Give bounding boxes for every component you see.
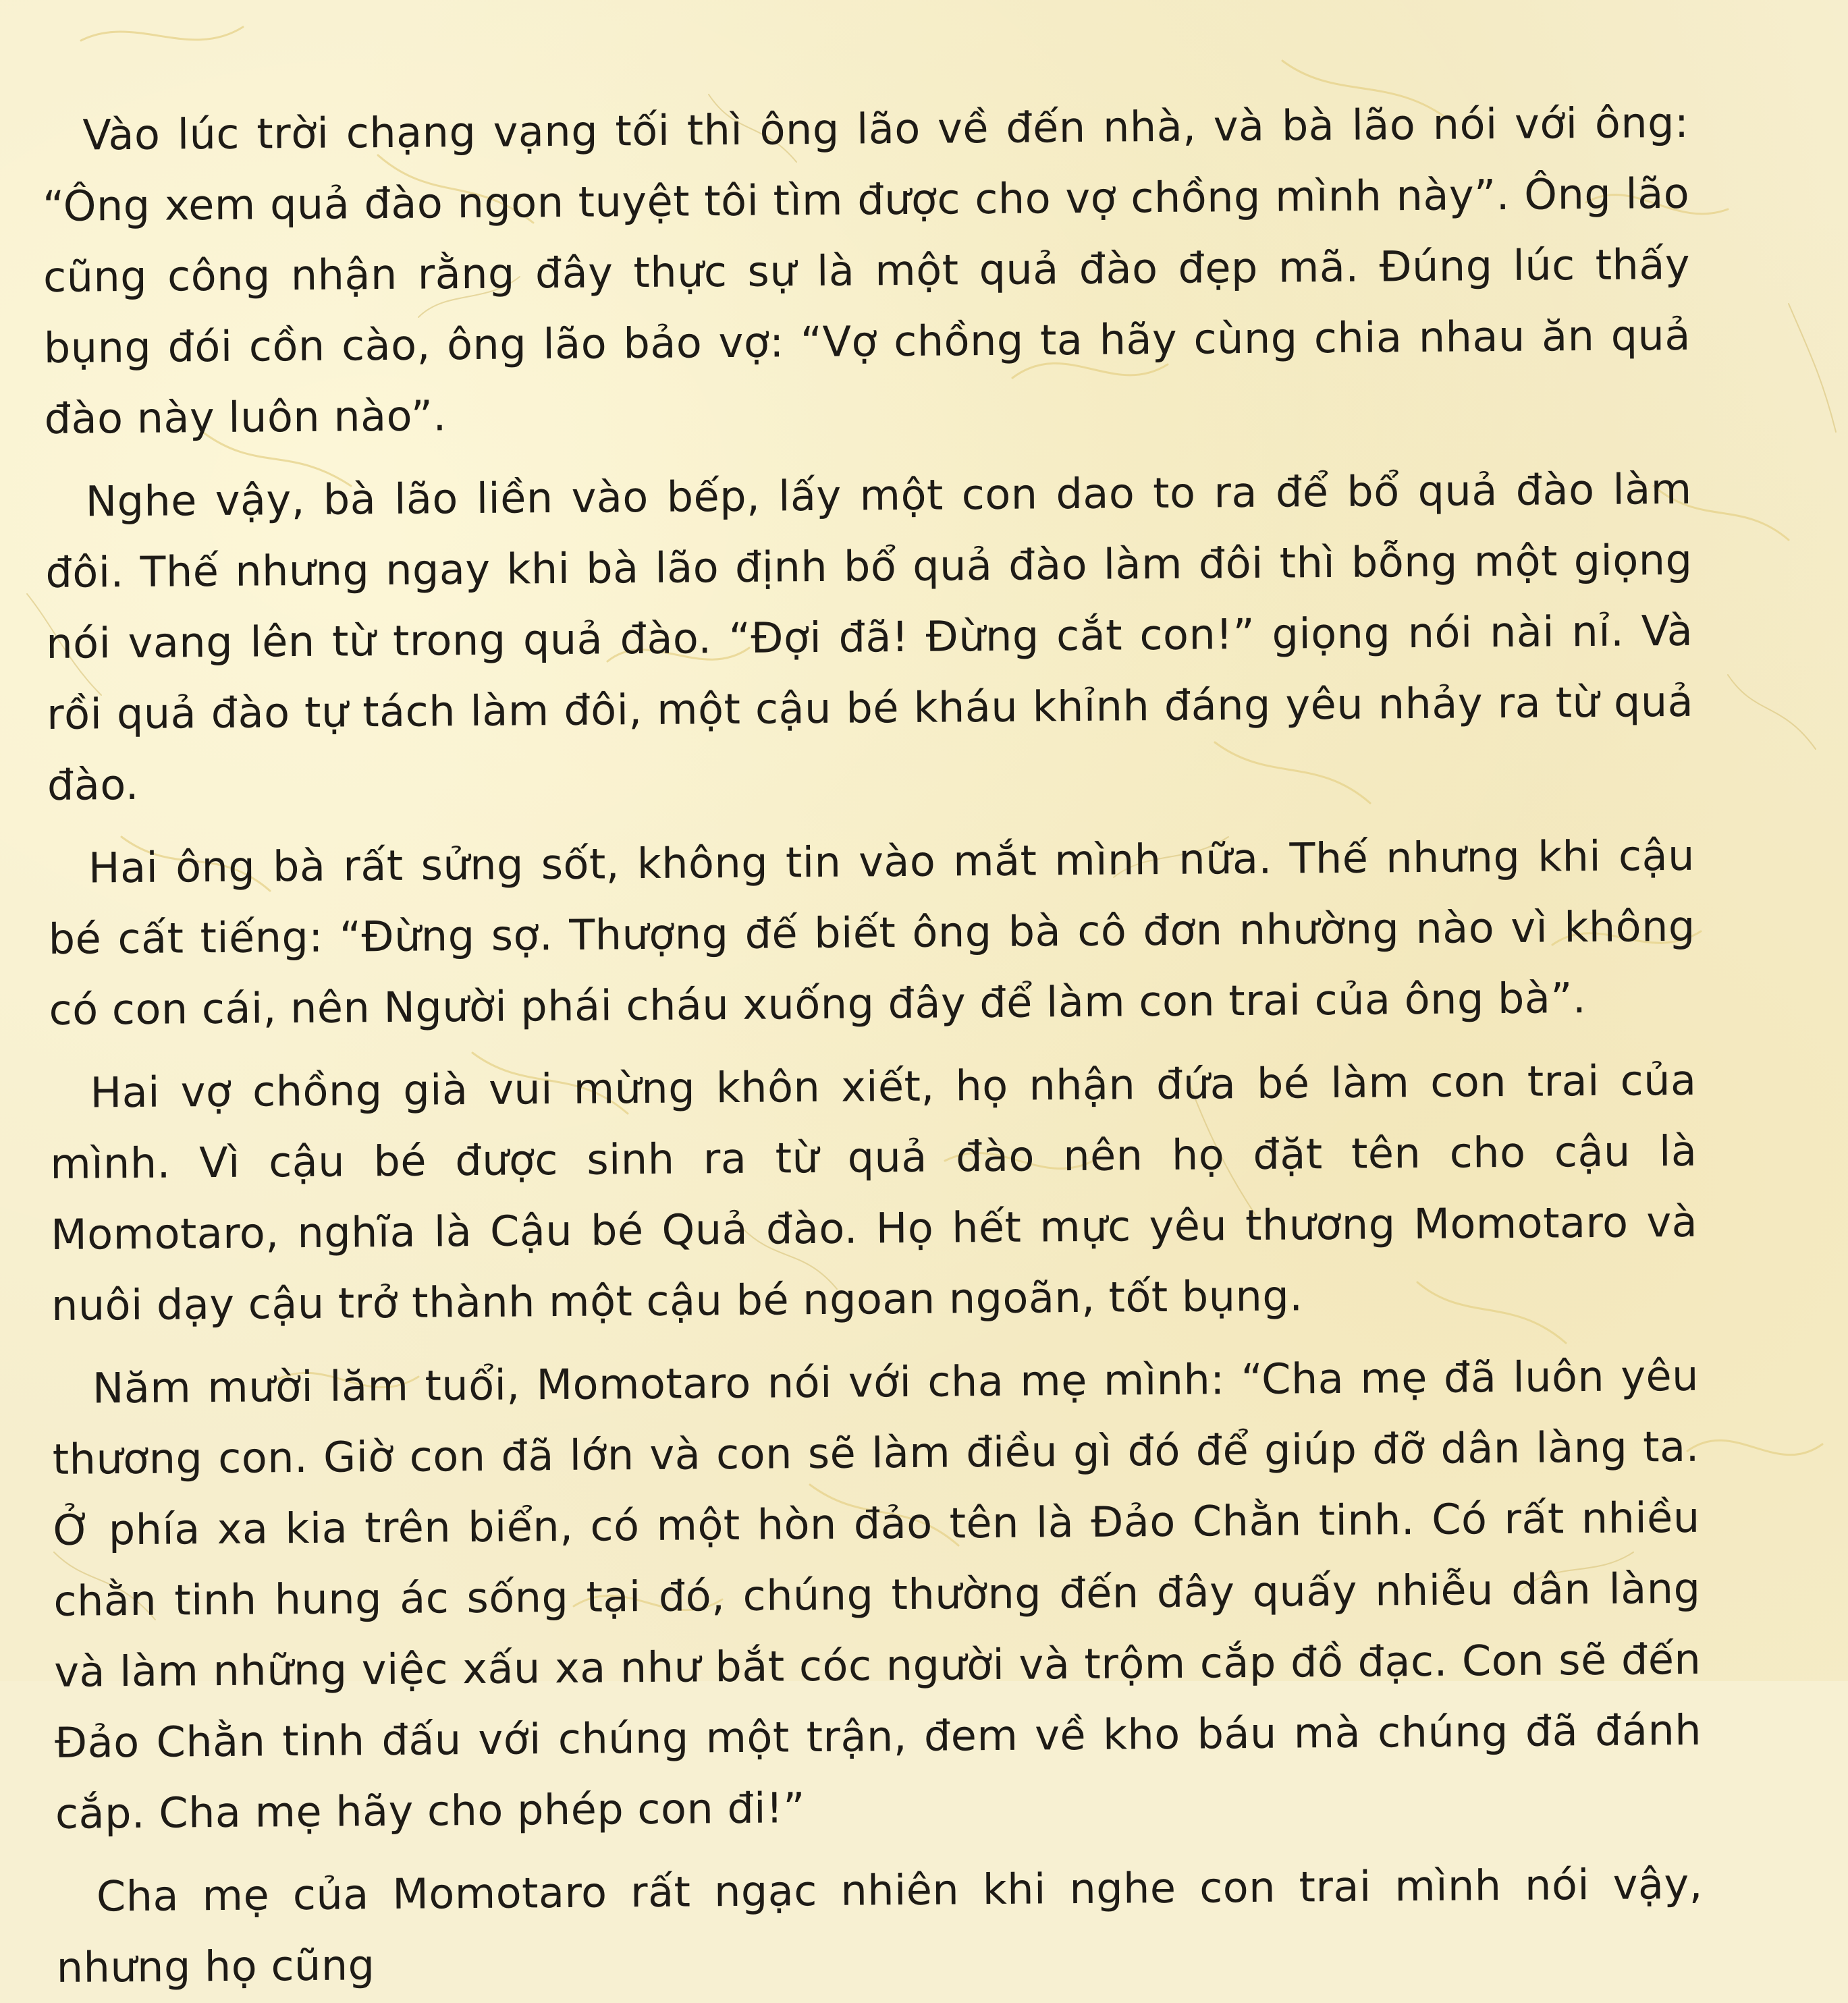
story-paragraph-partial: Cha mẹ của Momotaro rất ngạc nhiên khi nghe con trai mình nói vậy, nhưng họ cũng xyxy=(56,1859,1704,1992)
story-paragraph: Hai vợ chồng già vui mừng khôn xiết, họ nhận đứa bé làm con trai của mình. Vì cậu bé được sinh ra từ quả đào nên họ đặt tên cho cậu là Momotaro, nghĩa là Cậu bé Quả đào. Họ hết mực yêu thương Momotaro và nuôi dạy cậu trở thành một cậu bé ngoan ngoãn, tốt bụng. xyxy=(50,1055,1698,1330)
story-paragraph: Năm mười lăm tuổi, Momotaro nói với cha mẹ mình: “Cha mẹ đã luôn yêu thương con. Giờ con đã lớn và con sẽ làm điều gì đó để giúp đỡ dân làng ta. Ở phía xa kia trên biển, có một hòn đảo tên là Đảo Chằn tinh. Có rất nhiều chằn tinh hung ác sống tại đó, chúng thường đến đây quấy nhiễu dân làng và làm những việc xấu xa như bắt cóc người và trộm cắp đồ đạc. Con sẽ đến Đảo Chằn tinh đấu với chúng một trận, đem về kho báu mà chúng đã đánh cắp. Cha mẹ hãy cho phép con đi!” xyxy=(52,1350,1702,1838)
story-paragraph: Hai ông bà rất sửng sốt, không tin vào mắt mình nữa. Thế nhưng khi cậu bé cất tiếng: “Đừng sợ. Thượng đế biết ông bà cô đơn nhường nào vì không có con cái, nên Người phái cháu xuống đây để làm con trai của ông bà”. xyxy=(48,830,1695,1035)
story-text xyxy=(42,87,1704,2003)
story-paragraph: Nghe vậy, bà lão liền vào bếp, lấy một con dao to ra để bổ quả đào làm đôi. Thế nhưng ngay khi bà lão định bổ quả đào làm đôi thì bỗng một giọng nói vang lên từ trong quả đào. “Đợi đã! Đừng cắt con!” giọng nói nài nỉ. Và rồi quả đào tự tách làm đôi, một cậu bé kháu khỉnh đáng yêu nhảy ra từ quả đào. xyxy=(45,464,1694,810)
story-paragraph: Vào lúc trời chạng vạng tối thì ông lão về đến nhà, và bà lão nói với ông: “Ông xem quả đào ngon tuyệt tôi tìm được cho vợ chồng mình này”. Ông lão cũng công nhận rằng đây thực sự là một quả đào đẹp mã. Đúng lúc thấy bụng đói cồn cào, ông lão bảo vợ: “Vợ chồng ta hãy cùng chia nhau ăn quả đào này luôn nào”. xyxy=(42,97,1691,443)
